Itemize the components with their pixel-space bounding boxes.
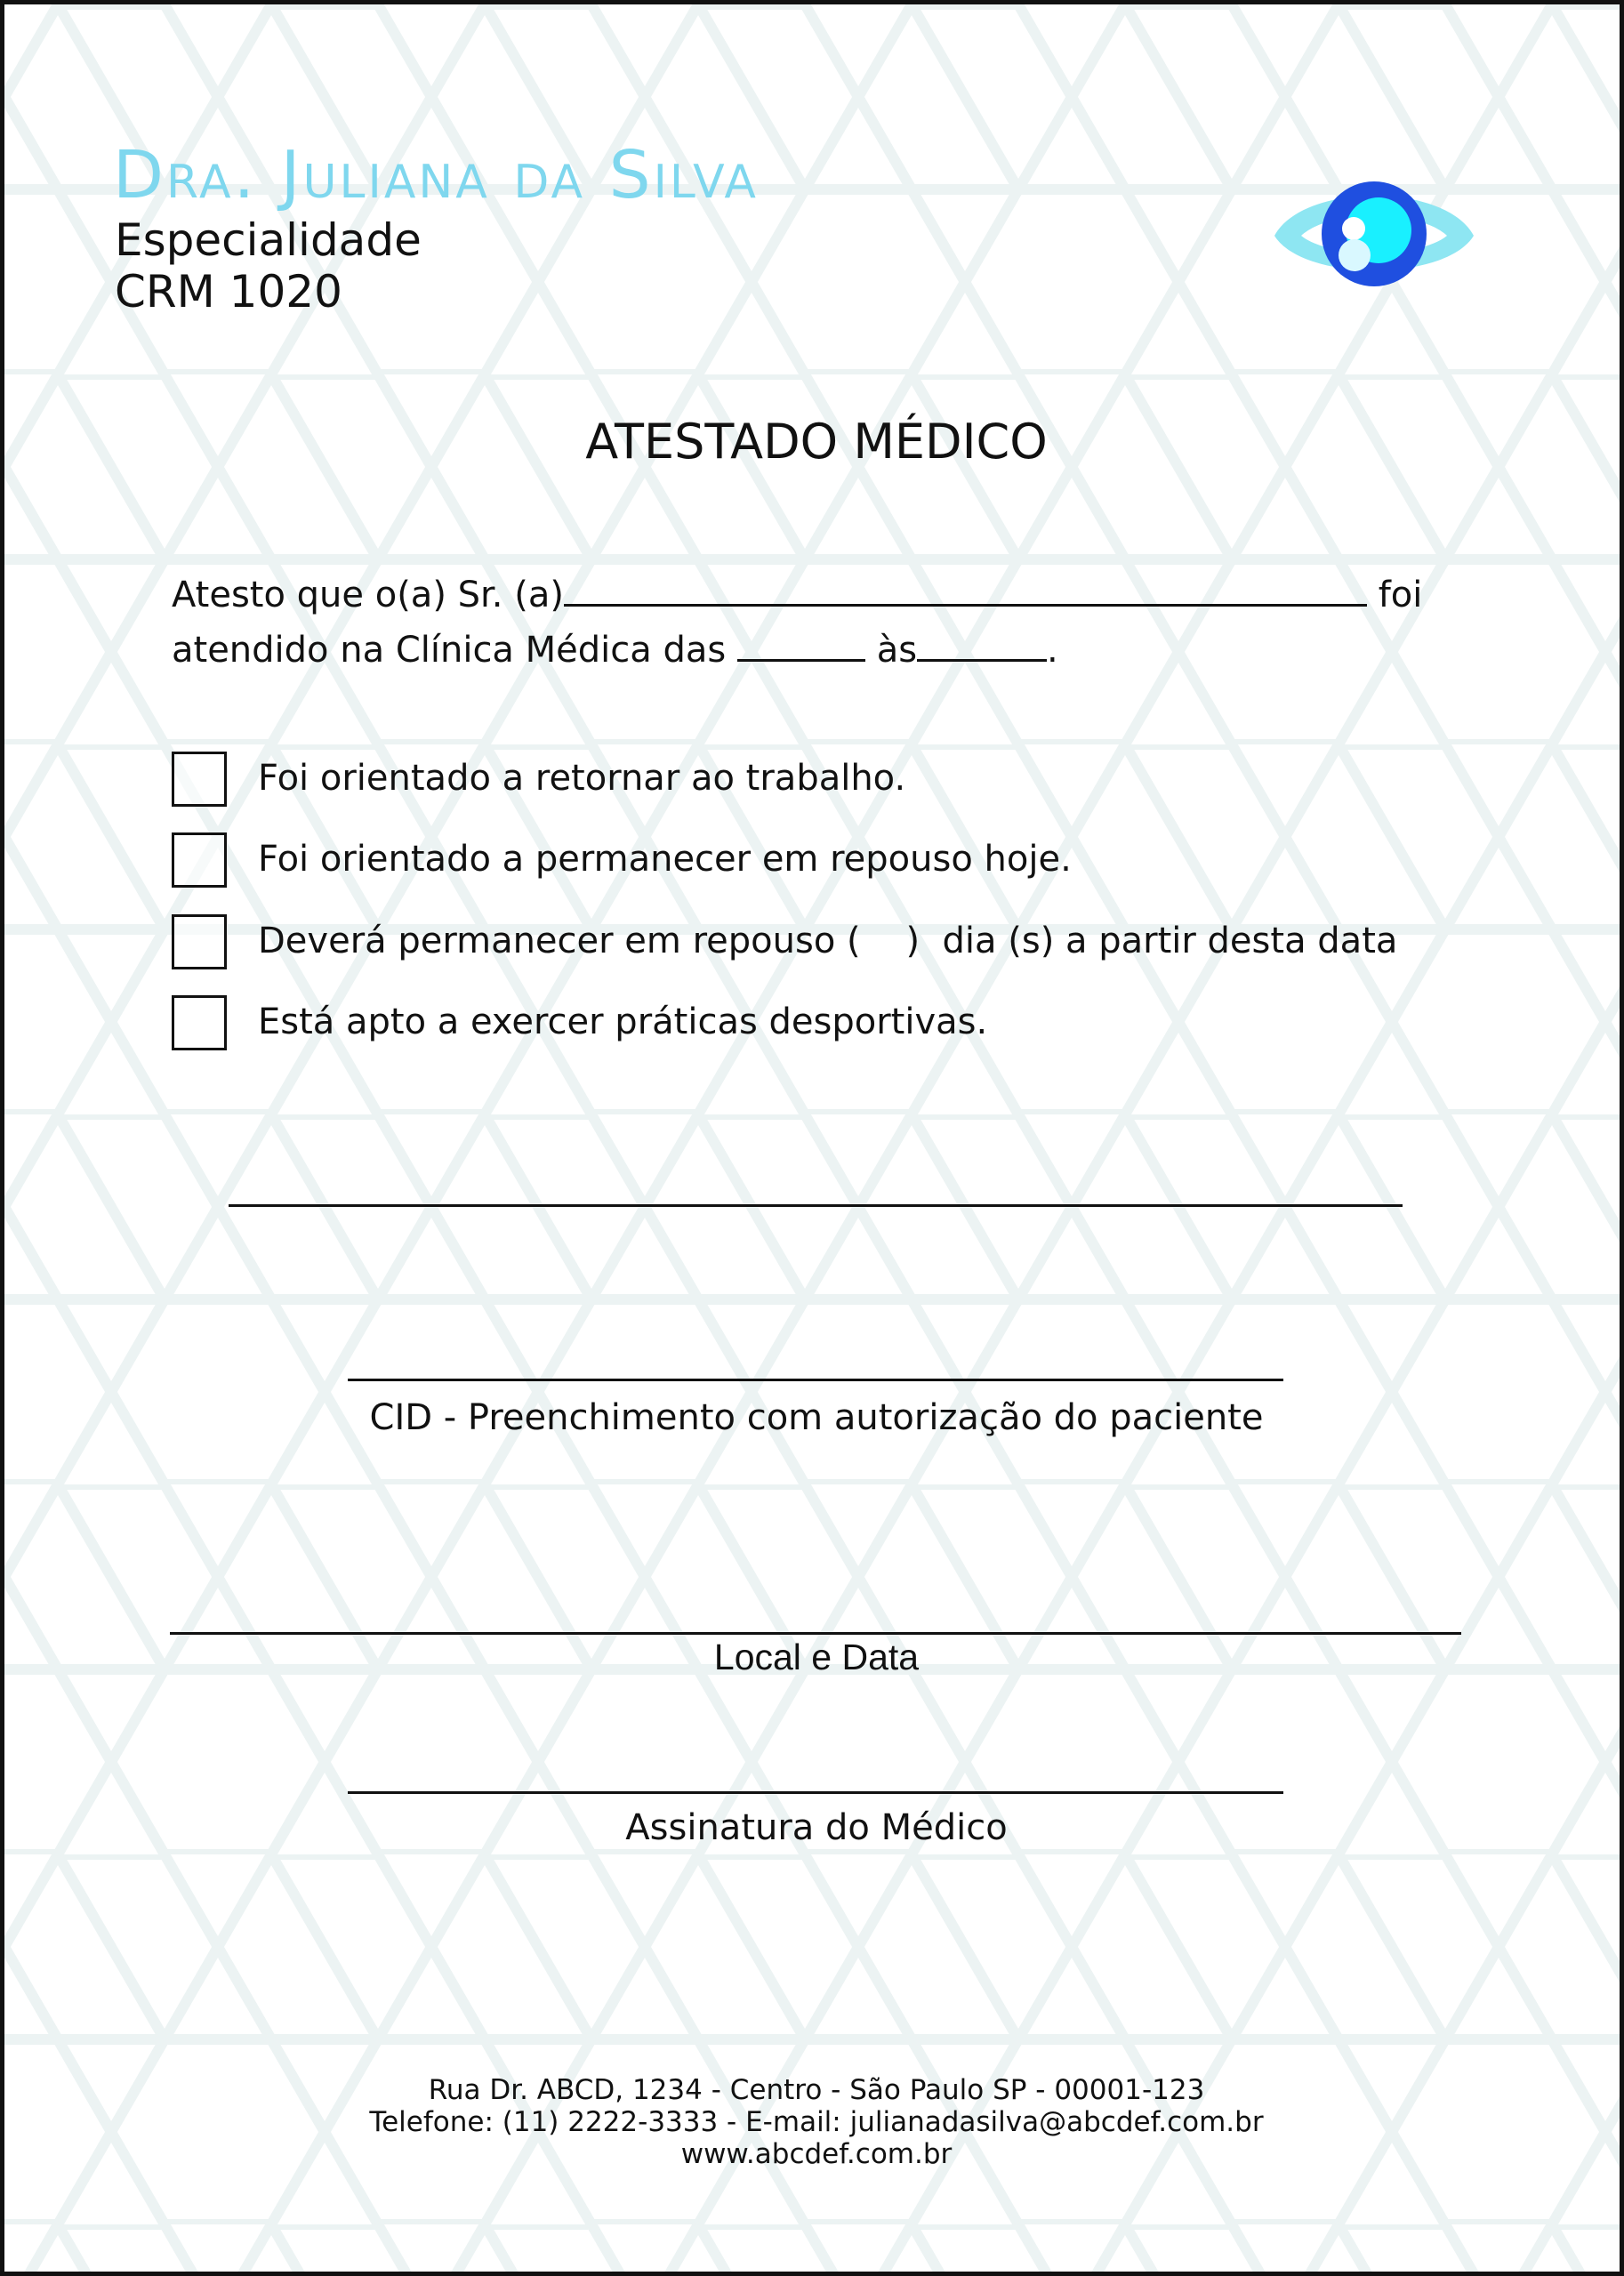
statement-line2-mid: às xyxy=(876,630,918,671)
statement-suffix: foi xyxy=(1378,575,1423,615)
checkbox[interactable] xyxy=(172,832,227,888)
footer-website: www.abcdef.com.br xyxy=(680,2138,953,2170)
statement-prefix: Atesto que o(a) Sr. (a) xyxy=(172,575,564,615)
crm-number: CRM 1020 xyxy=(115,266,342,318)
signature-line[interactable] xyxy=(348,1791,1283,1794)
checkbox[interactable] xyxy=(172,752,227,807)
doctor-name: Dra. Juliana da Silva xyxy=(113,137,759,213)
checkbox[interactable] xyxy=(172,914,227,969)
checklist-label: Está apto a exercer práticas desportivas. xyxy=(258,1001,988,1042)
checklist-label: Foi orientado a permanecer em repouso hoje. xyxy=(258,839,1072,880)
statement-line2-prefix: atendido na Clínica Médica das xyxy=(172,630,727,671)
document-title: ATESTADO MÉDICO xyxy=(585,414,1048,470)
end-time-field[interactable] xyxy=(917,629,1047,662)
signature-label: Assinatura do Médico xyxy=(625,1807,1008,1848)
checklist-label: Foi orientado a retornar ao trabalho. xyxy=(258,758,906,799)
statement-line2-end: . xyxy=(1047,630,1058,671)
eye-logo-icon xyxy=(1267,173,1481,298)
patient-name-field[interactable] xyxy=(564,574,1367,607)
specialty: Especialidade xyxy=(115,214,422,266)
start-time-field[interactable] xyxy=(737,629,865,662)
background-pattern xyxy=(4,4,1624,2276)
footer-contact: Telefone: (11) 2222-3333 - E-mail: julianadasilva@abcdef.com.br xyxy=(369,2106,1264,2138)
footer-address: Rua Dr. ABCD, 1234 - Centro - São Paulo SP - 00001-123 xyxy=(428,2074,1205,2106)
notes-line[interactable] xyxy=(229,1204,1403,1207)
cid-label: CID - Preenchimento com autorização do paciente xyxy=(369,1397,1264,1438)
statement-line-1 xyxy=(172,574,1422,613)
local-date-label: Local e Data xyxy=(713,1637,920,1677)
cid-line[interactable] xyxy=(348,1379,1283,1381)
local-date-line[interactable] xyxy=(170,1632,1461,1635)
checkbox[interactable] xyxy=(172,995,227,1050)
checklist-label: Deverá permanecer em repouso ( ) dia (s) a partir desta data xyxy=(258,921,1398,961)
statement-line-2 xyxy=(172,629,1058,671)
